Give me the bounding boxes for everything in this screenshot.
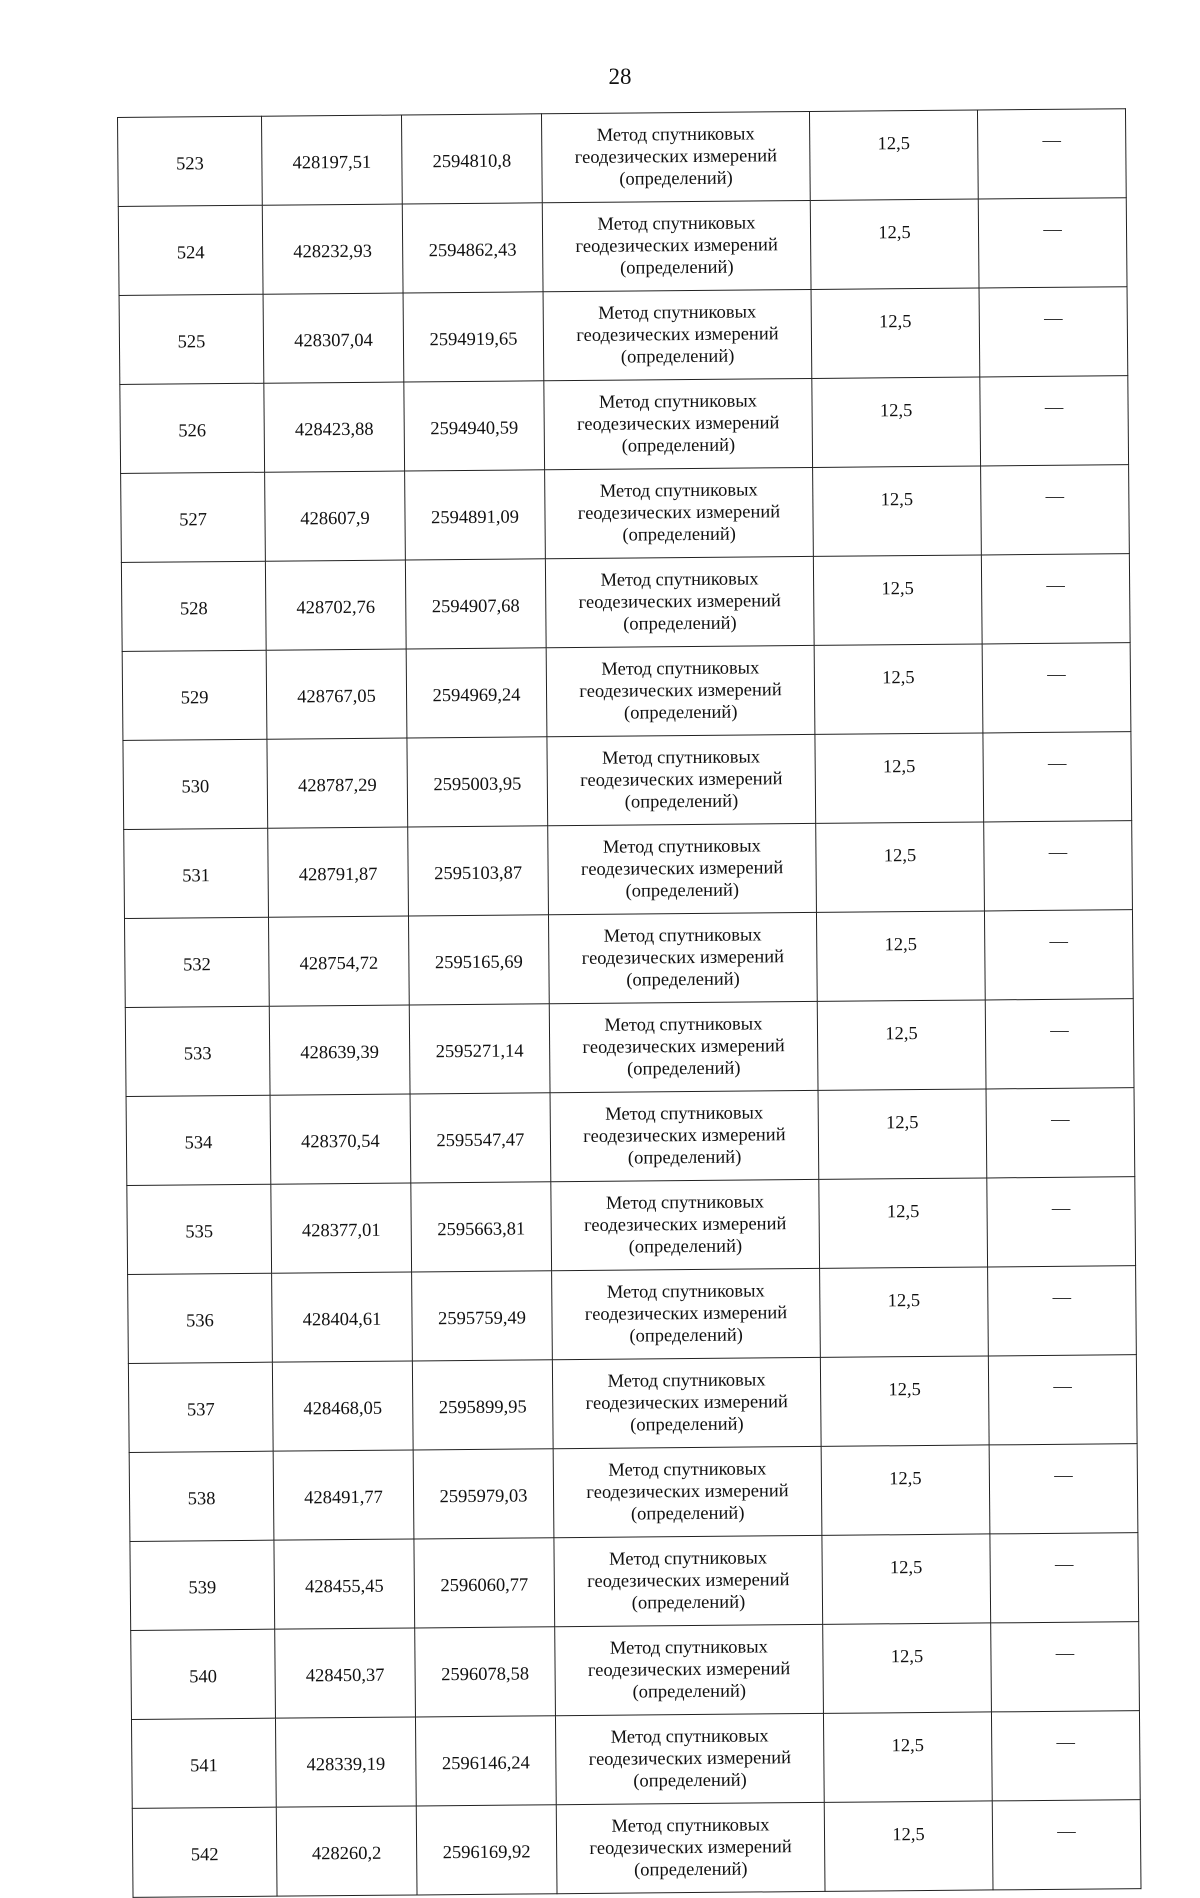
table-row [127, 1177, 1136, 1275]
x-coordinate-cell: 428260,2 [276, 1806, 417, 1896]
point-number-cell: 540 [131, 1629, 276, 1719]
y-coordinate-cell: 2595103,87 [408, 826, 549, 916]
y-coordinate-cell: 2596078,58 [415, 1627, 556, 1717]
accuracy-cell: 12,5 [820, 1356, 989, 1446]
coordinates-table [117, 108, 1142, 1898]
x-coordinate-cell: 428468,05 [272, 1361, 413, 1451]
accuracy-cell: 12,5 [817, 1000, 986, 1090]
note-cell: — [981, 465, 1130, 555]
table-row [118, 198, 1127, 296]
x-coordinate-cell: 428455,45 [274, 1539, 415, 1629]
note-cell: — [986, 1088, 1135, 1178]
accuracy-cell: 12,5 [815, 733, 984, 823]
point-number-cell: 537 [128, 1362, 273, 1452]
accuracy-cell: 12,5 [813, 466, 982, 556]
method-text: Метод спутниковых геодезических измерений (определений) [589, 1815, 792, 1881]
y-coordinate-cell: 2594862,43 [402, 203, 543, 293]
accuracy-cell: 12,5 [824, 1801, 993, 1891]
method-text: Метод спутниковых геодезических измерений (определений) [582, 1014, 785, 1080]
accuracy-cell: 12,5 [809, 110, 978, 200]
x-coordinate-cell: 428787,29 [267, 738, 408, 828]
point-number-cell: 525 [119, 294, 264, 384]
y-coordinate-cell: 2595271,14 [409, 1004, 550, 1094]
x-coordinate-cell: 428639,39 [269, 1005, 410, 1095]
x-coordinate-cell: 428232,93 [262, 204, 403, 294]
x-coordinate-cell: 428307,04 [263, 293, 404, 383]
y-coordinate-cell: 2595759,49 [412, 1271, 553, 1361]
point-number-cell: 528 [121, 561, 266, 651]
note-cell: — [991, 1622, 1140, 1712]
y-coordinate-cell: 2594919,65 [403, 292, 544, 382]
method-cell [556, 1802, 825, 1893]
point-number-cell: 536 [128, 1273, 273, 1363]
note-cell: — [984, 821, 1133, 911]
note-cell: — [981, 554, 1130, 644]
note-cell: — [988, 1355, 1137, 1445]
point-number-cell: 532 [124, 917, 269, 1007]
note-cell: — [980, 376, 1129, 466]
y-coordinate-cell: 2594810,8 [401, 114, 542, 204]
table-row [122, 643, 1131, 741]
table-row [124, 910, 1133, 1008]
note-cell: — [992, 1800, 1141, 1890]
point-number-cell: 529 [122, 650, 267, 740]
x-coordinate-cell: 428197,51 [261, 115, 402, 205]
x-coordinate-cell: 428450,37 [275, 1628, 416, 1718]
point-number-cell: 538 [129, 1451, 274, 1541]
method-text: Метод спутниковых геодезических измерений (определений) [577, 480, 781, 546]
accuracy-cell: 12,5 [814, 644, 983, 734]
accuracy-cell: 12,5 [818, 1089, 987, 1179]
accuracy-cell: 12,5 [822, 1534, 991, 1624]
method-cell [551, 1179, 820, 1270]
accuracy-cell: 12,5 [821, 1445, 990, 1535]
accuracy-cell: 12,5 [810, 199, 979, 289]
accuracy-cell: 12,5 [820, 1267, 989, 1357]
method-text: Метод спутниковых геодезических измерений (определений) [580, 836, 784, 902]
x-coordinate-cell: 428404,61 [272, 1272, 413, 1362]
method-cell [548, 912, 817, 1003]
point-number-cell: 531 [124, 828, 269, 918]
table-row [121, 465, 1130, 563]
method-text: Метод спутниковых геодезических измерений (определений) [574, 124, 778, 190]
y-coordinate-cell: 2594969,24 [406, 648, 547, 738]
accuracy-cell: 12,5 [816, 822, 985, 912]
y-coordinate-cell: 2594891,09 [405, 470, 546, 560]
method-text: Метод спутниковых геодезических измерений (определений) [585, 1370, 788, 1436]
method-cell [553, 1446, 822, 1537]
table-row [126, 1088, 1135, 1186]
method-cell [550, 1090, 819, 1181]
point-number-cell: 541 [131, 1718, 276, 1808]
note-cell: — [977, 109, 1126, 199]
accuracy-cell: 12,5 [823, 1712, 992, 1802]
y-coordinate-cell: 2595979,03 [413, 1449, 554, 1539]
method-text: Метод спутниковых геодезических измерений (определений) [576, 391, 780, 457]
method-text: Метод спутниковых геодезических измерений (определений) [579, 658, 782, 724]
method-cell [543, 289, 812, 380]
note-cell: — [987, 1177, 1136, 1267]
table-row [131, 1622, 1140, 1720]
accuracy-cell: 12,5 [819, 1178, 988, 1268]
method-cell [555, 1624, 824, 1715]
accuracy-cell: 12,5 [811, 288, 980, 378]
method-cell [546, 645, 815, 736]
table-row [121, 554, 1130, 652]
x-coordinate-cell: 428423,88 [264, 382, 405, 472]
method-text: Метод спутниковых геодезических измерений (определений) [578, 569, 781, 635]
table-row [125, 999, 1134, 1097]
x-coordinate-cell: 428702,76 [265, 560, 406, 650]
point-number-cell: 527 [121, 472, 266, 562]
y-coordinate-cell: 2594940,59 [404, 381, 545, 471]
method-text: Метод спутниковых геодезических измерений (определений) [583, 1192, 787, 1258]
table-row [124, 821, 1133, 919]
y-coordinate-cell: 2596146,24 [415, 1716, 556, 1806]
x-coordinate-cell: 428607,9 [265, 471, 406, 561]
note-cell: — [982, 643, 1131, 733]
method-text: Метод спутниковых геодезических измерений (определений) [584, 1281, 788, 1347]
y-coordinate-cell: 2596169,92 [416, 1805, 557, 1895]
y-coordinate-cell: 2595899,95 [412, 1360, 553, 1450]
point-number-cell: 535 [127, 1184, 272, 1274]
point-number-cell: 539 [130, 1540, 275, 1630]
point-number-cell: 524 [118, 205, 263, 295]
note-cell: — [984, 910, 1133, 1000]
y-coordinate-cell: 2595663,81 [411, 1182, 552, 1272]
method-text: Метод спутниковых геодезических измерений (определений) [588, 1726, 792, 1792]
accuracy-cell: 12,5 [816, 911, 985, 1001]
method-text: Метод спутниковых геодезических измерений (определений) [576, 302, 779, 368]
method-text: Метод спутниковых геодезических измерений (определений) [583, 1103, 786, 1169]
table-row [123, 732, 1132, 830]
note-cell: — [983, 732, 1132, 822]
method-cell [544, 378, 813, 469]
note-cell: — [990, 1533, 1139, 1623]
x-coordinate-cell: 428491,77 [273, 1450, 414, 1540]
y-coordinate-cell: 2594907,68 [405, 559, 546, 649]
point-number-cell: 534 [126, 1095, 271, 1185]
method-text: Метод спутниковых геодезических измерений (определений) [580, 747, 783, 813]
method-text: Метод спутниковых геодезических измерений (определений) [587, 1548, 790, 1614]
accuracy-cell: 12,5 [823, 1623, 992, 1713]
method-text: Метод спутниковых геодезических измерений (определений) [581, 925, 785, 991]
method-text: Метод спутниковых геодезических измерений (определений) [586, 1459, 789, 1525]
y-coordinate-cell: 2595165,69 [408, 915, 549, 1005]
method-cell [545, 467, 814, 558]
note-cell: — [989, 1444, 1138, 1534]
note-cell: — [985, 999, 1134, 1089]
point-number-cell: 526 [120, 383, 265, 473]
table-row [131, 1711, 1140, 1809]
table-row [118, 109, 1127, 207]
x-coordinate-cell: 428377,01 [271, 1183, 412, 1273]
table-row [129, 1444, 1138, 1542]
x-coordinate-cell: 428767,05 [266, 649, 407, 739]
x-coordinate-cell: 428791,87 [268, 827, 409, 917]
accuracy-cell: 12,5 [813, 555, 982, 645]
table-body [118, 109, 1141, 1898]
method-cell [555, 1713, 824, 1804]
method-cell [554, 1535, 823, 1626]
note-cell: — [988, 1266, 1137, 1356]
method-text: Метод спутниковых геодезических измерений (определений) [575, 213, 778, 279]
point-number-cell: 530 [123, 739, 268, 829]
method-cell [542, 200, 811, 291]
table-row [128, 1266, 1137, 1364]
point-number-cell: 542 [132, 1807, 277, 1897]
table-row [128, 1355, 1137, 1453]
page-number: 28 [608, 64, 632, 89]
accuracy-cell: 12,5 [812, 377, 981, 467]
method-cell [545, 556, 814, 647]
method-cell [549, 1001, 818, 1092]
point-number-cell: 533 [125, 1006, 270, 1096]
method-cell [552, 1357, 821, 1448]
table-row [130, 1533, 1139, 1631]
x-coordinate-cell: 428754,72 [268, 916, 409, 1006]
point-number-cell: 523 [118, 116, 263, 206]
note-cell: — [978, 198, 1127, 288]
method-cell [547, 734, 816, 825]
y-coordinate-cell: 2596060,77 [414, 1538, 555, 1628]
method-cell [541, 111, 810, 202]
method-cell [552, 1268, 821, 1359]
table-row [132, 1800, 1141, 1898]
x-coordinate-cell: 428370,54 [270, 1094, 411, 1184]
y-coordinate-cell: 2595003,95 [407, 737, 548, 827]
method-text: Метод спутниковых геодезических измерений (определений) [587, 1637, 791, 1703]
note-cell: — [979, 287, 1128, 377]
table-row [120, 376, 1129, 474]
y-coordinate-cell: 2595547,47 [410, 1093, 551, 1183]
table-row [119, 287, 1128, 385]
method-cell [548, 823, 817, 914]
x-coordinate-cell: 428339,19 [275, 1717, 416, 1807]
note-cell: — [991, 1711, 1140, 1801]
